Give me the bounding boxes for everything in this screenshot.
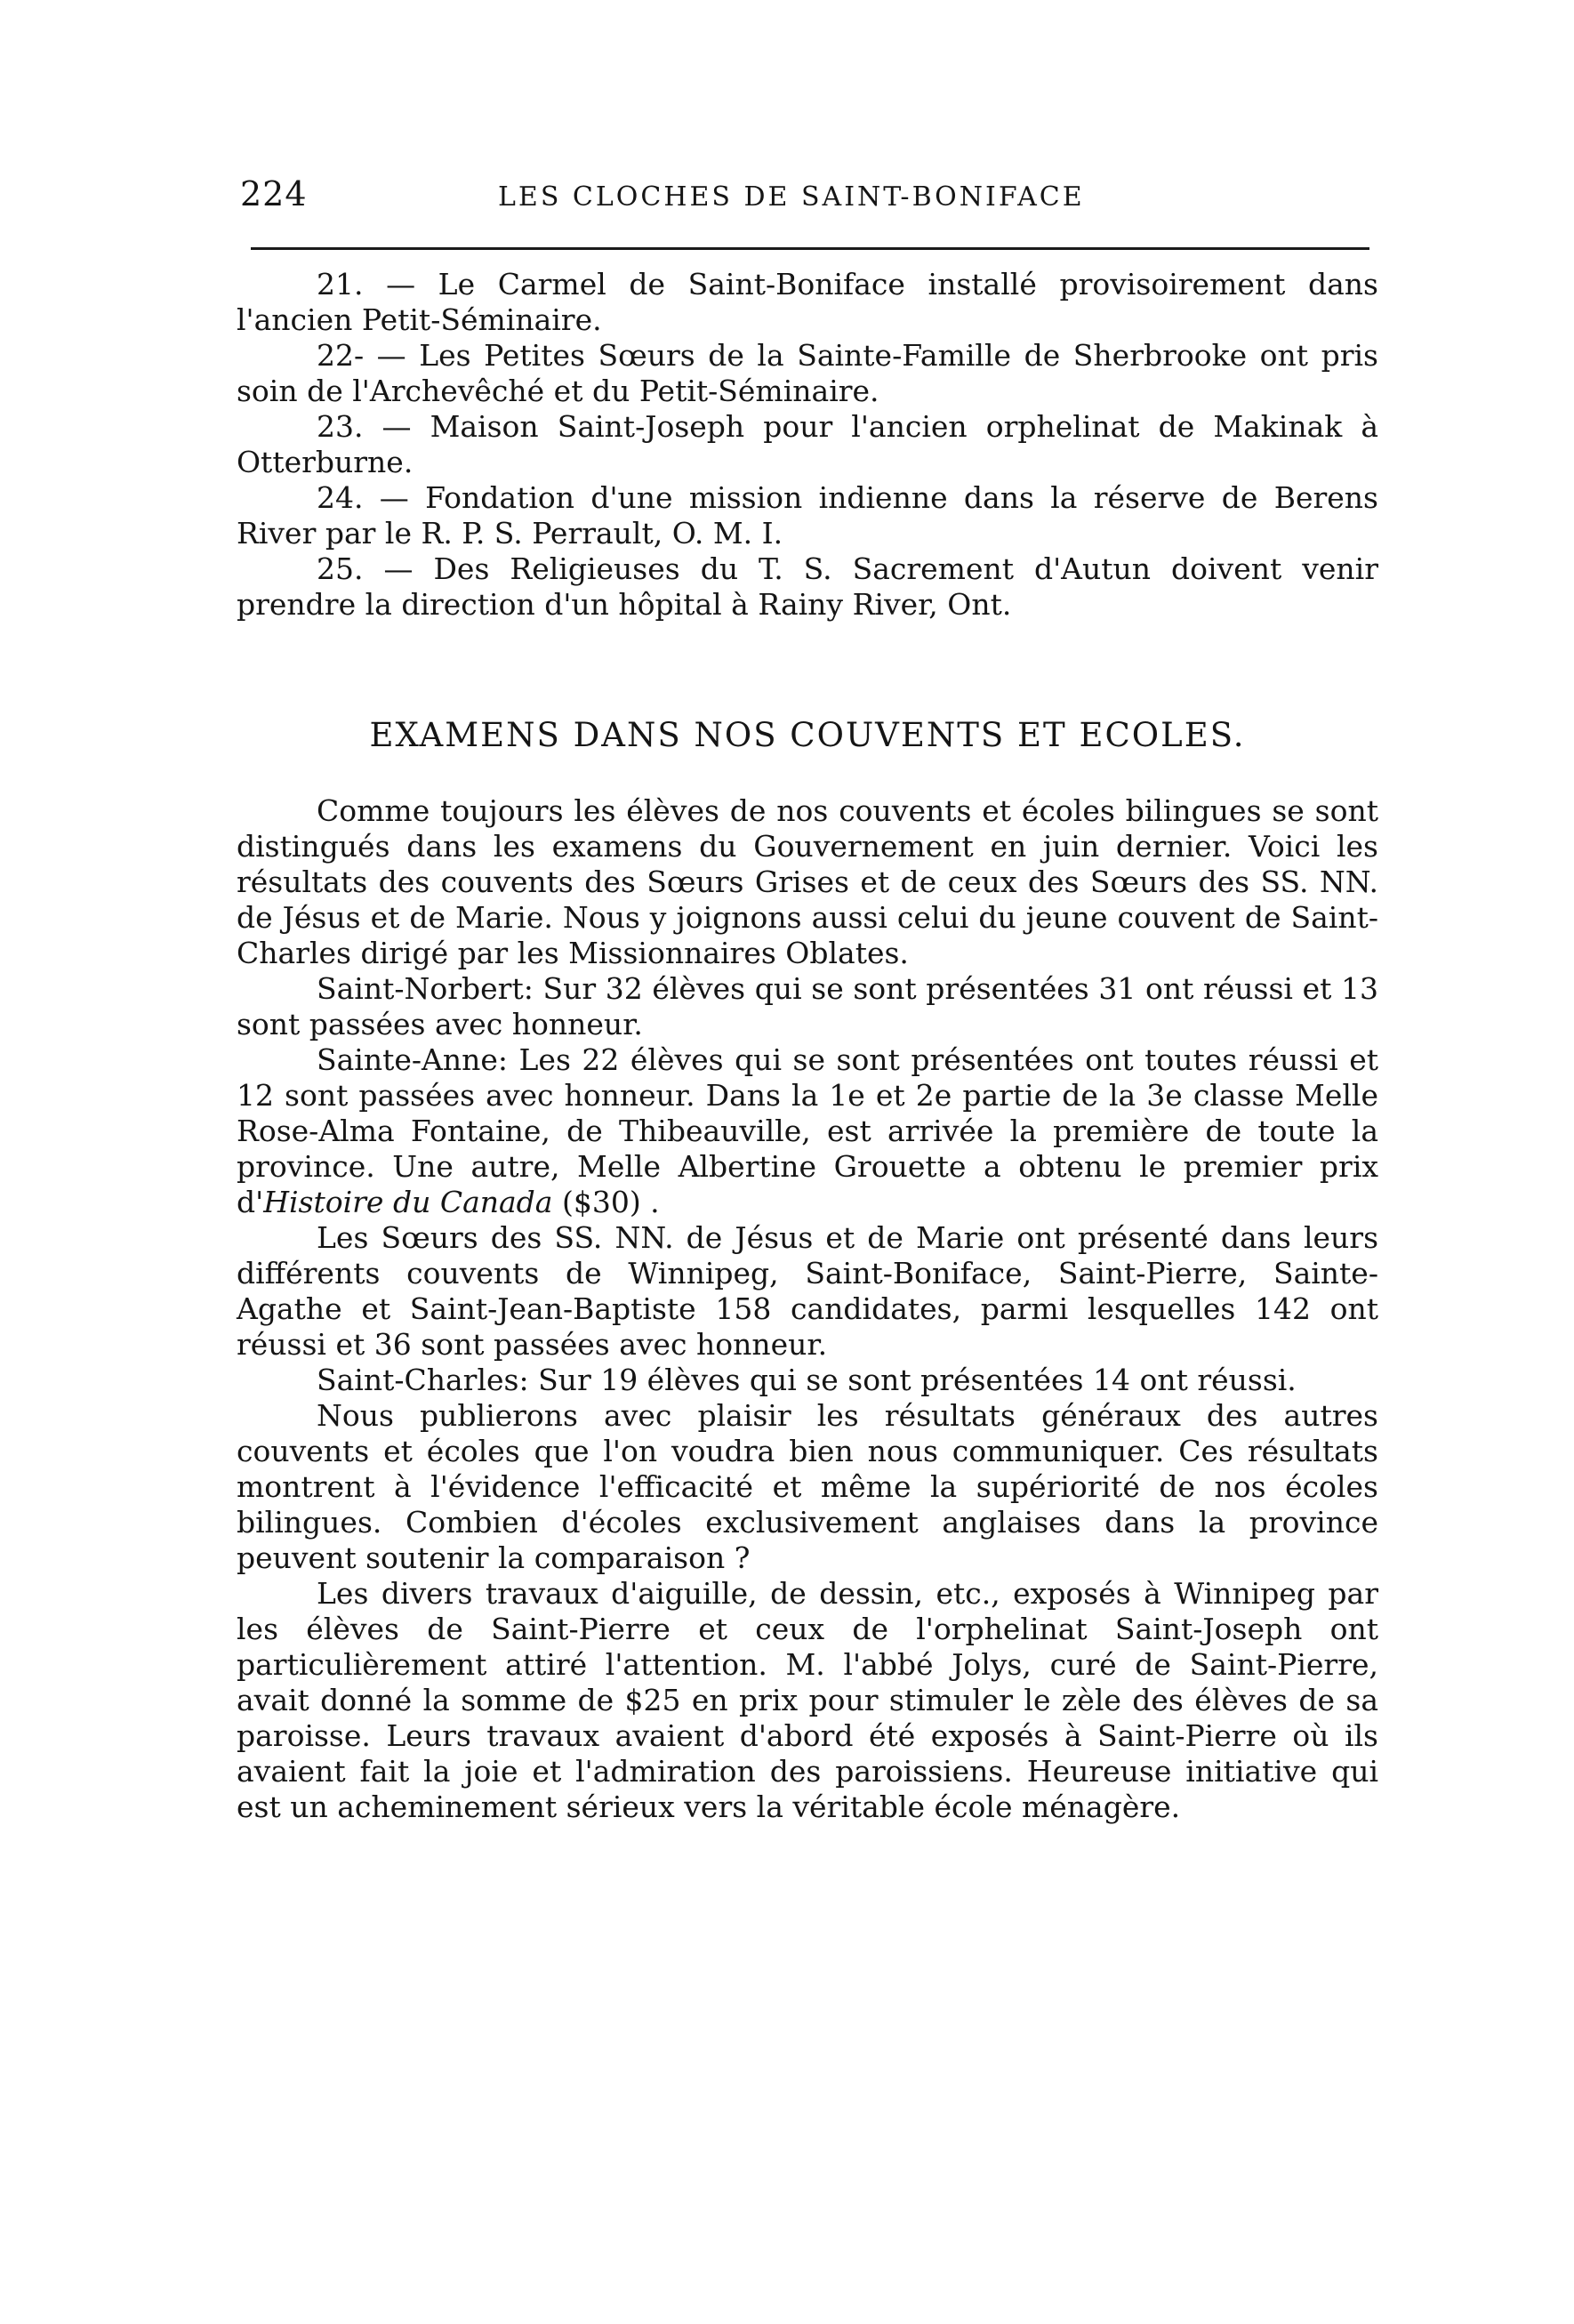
list-item: 24. — Fondation d'une mission indienne dans la réserve de Berens River par le R. P. S. Perrault, O. M. I. [237, 480, 1378, 551]
paragraph-publierons: Nous publierons avec plaisir les résultats généraux des autres couvents et écoles que l'on voudra bien nous communiquer. Ces résultats montrent à l'évidence l'efficacité et même la supériorité de nos écoles bilingues. Combien d'écoles exclusivement anglaises dans la province peuvent soutenir la comparaison ? [237, 1398, 1378, 1575]
section-title: EXAMENS DANS NOS COUVENTS ET ECOLES. [369, 716, 1246, 754]
page-header [240, 174, 1396, 228]
paragraph-sainte-anne [237, 1042, 1378, 1220]
book-title: Histoire du Canada [263, 1185, 553, 1219]
paragraph-intro: Comme toujours les élèves de nos couvents et écoles bilingues se sont distingués dans les examens du Gouvernement en juin dernier. Voici les résultats des couvents des Sœurs Grises et de ceux des Sœurs des SS. NN. de Jésus et de Marie. Nous y joignons aussi celui du jeune couvent de Saint-Charles dirigé par les Missionnaires Oblates. [237, 793, 1378, 970]
numbered-list [237, 267, 1378, 623]
paragraph-saint-charles: Saint-Charles: Sur 19 élèves qui se sont présentées 14 ont réussi. [317, 1363, 1297, 1397]
header-rule [251, 247, 1369, 250]
prize-amount: ($30) . [552, 1185, 660, 1219]
paragraph-travaux: Les divers travaux d'aiguille, de dessin, etc., exposés à Winnipeg par les élèves de Saint-Pierre et ceux de l'orphelinat Saint-Joseph ont particulièrement attiré l'attention. M. l'abbé Jolys, curé de Saint-Pierre, avait donné la somme de $25 en prix pour stimuler le zèle des élèves de sa paroisse. Leurs travaux avaient d'abord été exposés à Saint-Pierre où ils avaient fait la joie et l'admiration des paroissiens. Heureuse initiative qui est un acheminement sérieux vers la véritable école ménagère. [237, 1576, 1378, 1824]
sainte-anne-text: Sainte-Anne: Les 22 élèves qui se sont présentées ont toutes réussi et 12 sont passées avec honneur. Dans la 1e et 2e partie de la 3e classe Melle Rose-Alma Fontaine, de Thibeauville, est arrivée la première de toute la province. Une autre, Melle Albertine Grouette a obtenu le premier prix d' [237, 1042, 1378, 1219]
paragraph-saint-norbert: Saint-Norbert: Sur 32 élèves qui se sont présentées 31 ont réussi et 13 sont passées avec honneur. [237, 971, 1378, 1041]
list-item: 25. — Des Religieuses du T. S. Sacrement d'Autun doivent venir prendre la direction d'un hôpital à Rainy River, Ont. [237, 551, 1378, 622]
list-item: 21. — Le Carmel de Saint-Boniface installé provisoirement dans l'ancien Petit-Séminaire. [237, 267, 1378, 337]
list-item: 23. — Maison Saint-Joseph pour l'ancien orphelinat de Makinak à Otterburne. [237, 409, 1378, 479]
section-body [237, 793, 1378, 1825]
page-number: 224 [240, 174, 308, 213]
paragraph-soeurs-ss-nn: Les Sœurs des SS. NN. de Jésus et de Marie ont présenté dans leurs différents couvents de Winnipeg, Saint-Boniface, Saint-Pierre, Sainte-Agathe et Saint-Jean-Baptiste 158 candidates, parmi lesquelles 142 ont réussi et 36 sont passées avec honneur. [237, 1220, 1378, 1362]
running-title: LES CLOCHES DE SAINT-BONIFACE [498, 181, 1085, 213]
list-item: 22- — Les Petites Sœurs de la Sainte-Famille de Sherbrooke ont pris soin de l'Archevêché et du Petit-Séminaire. [237, 338, 1378, 408]
